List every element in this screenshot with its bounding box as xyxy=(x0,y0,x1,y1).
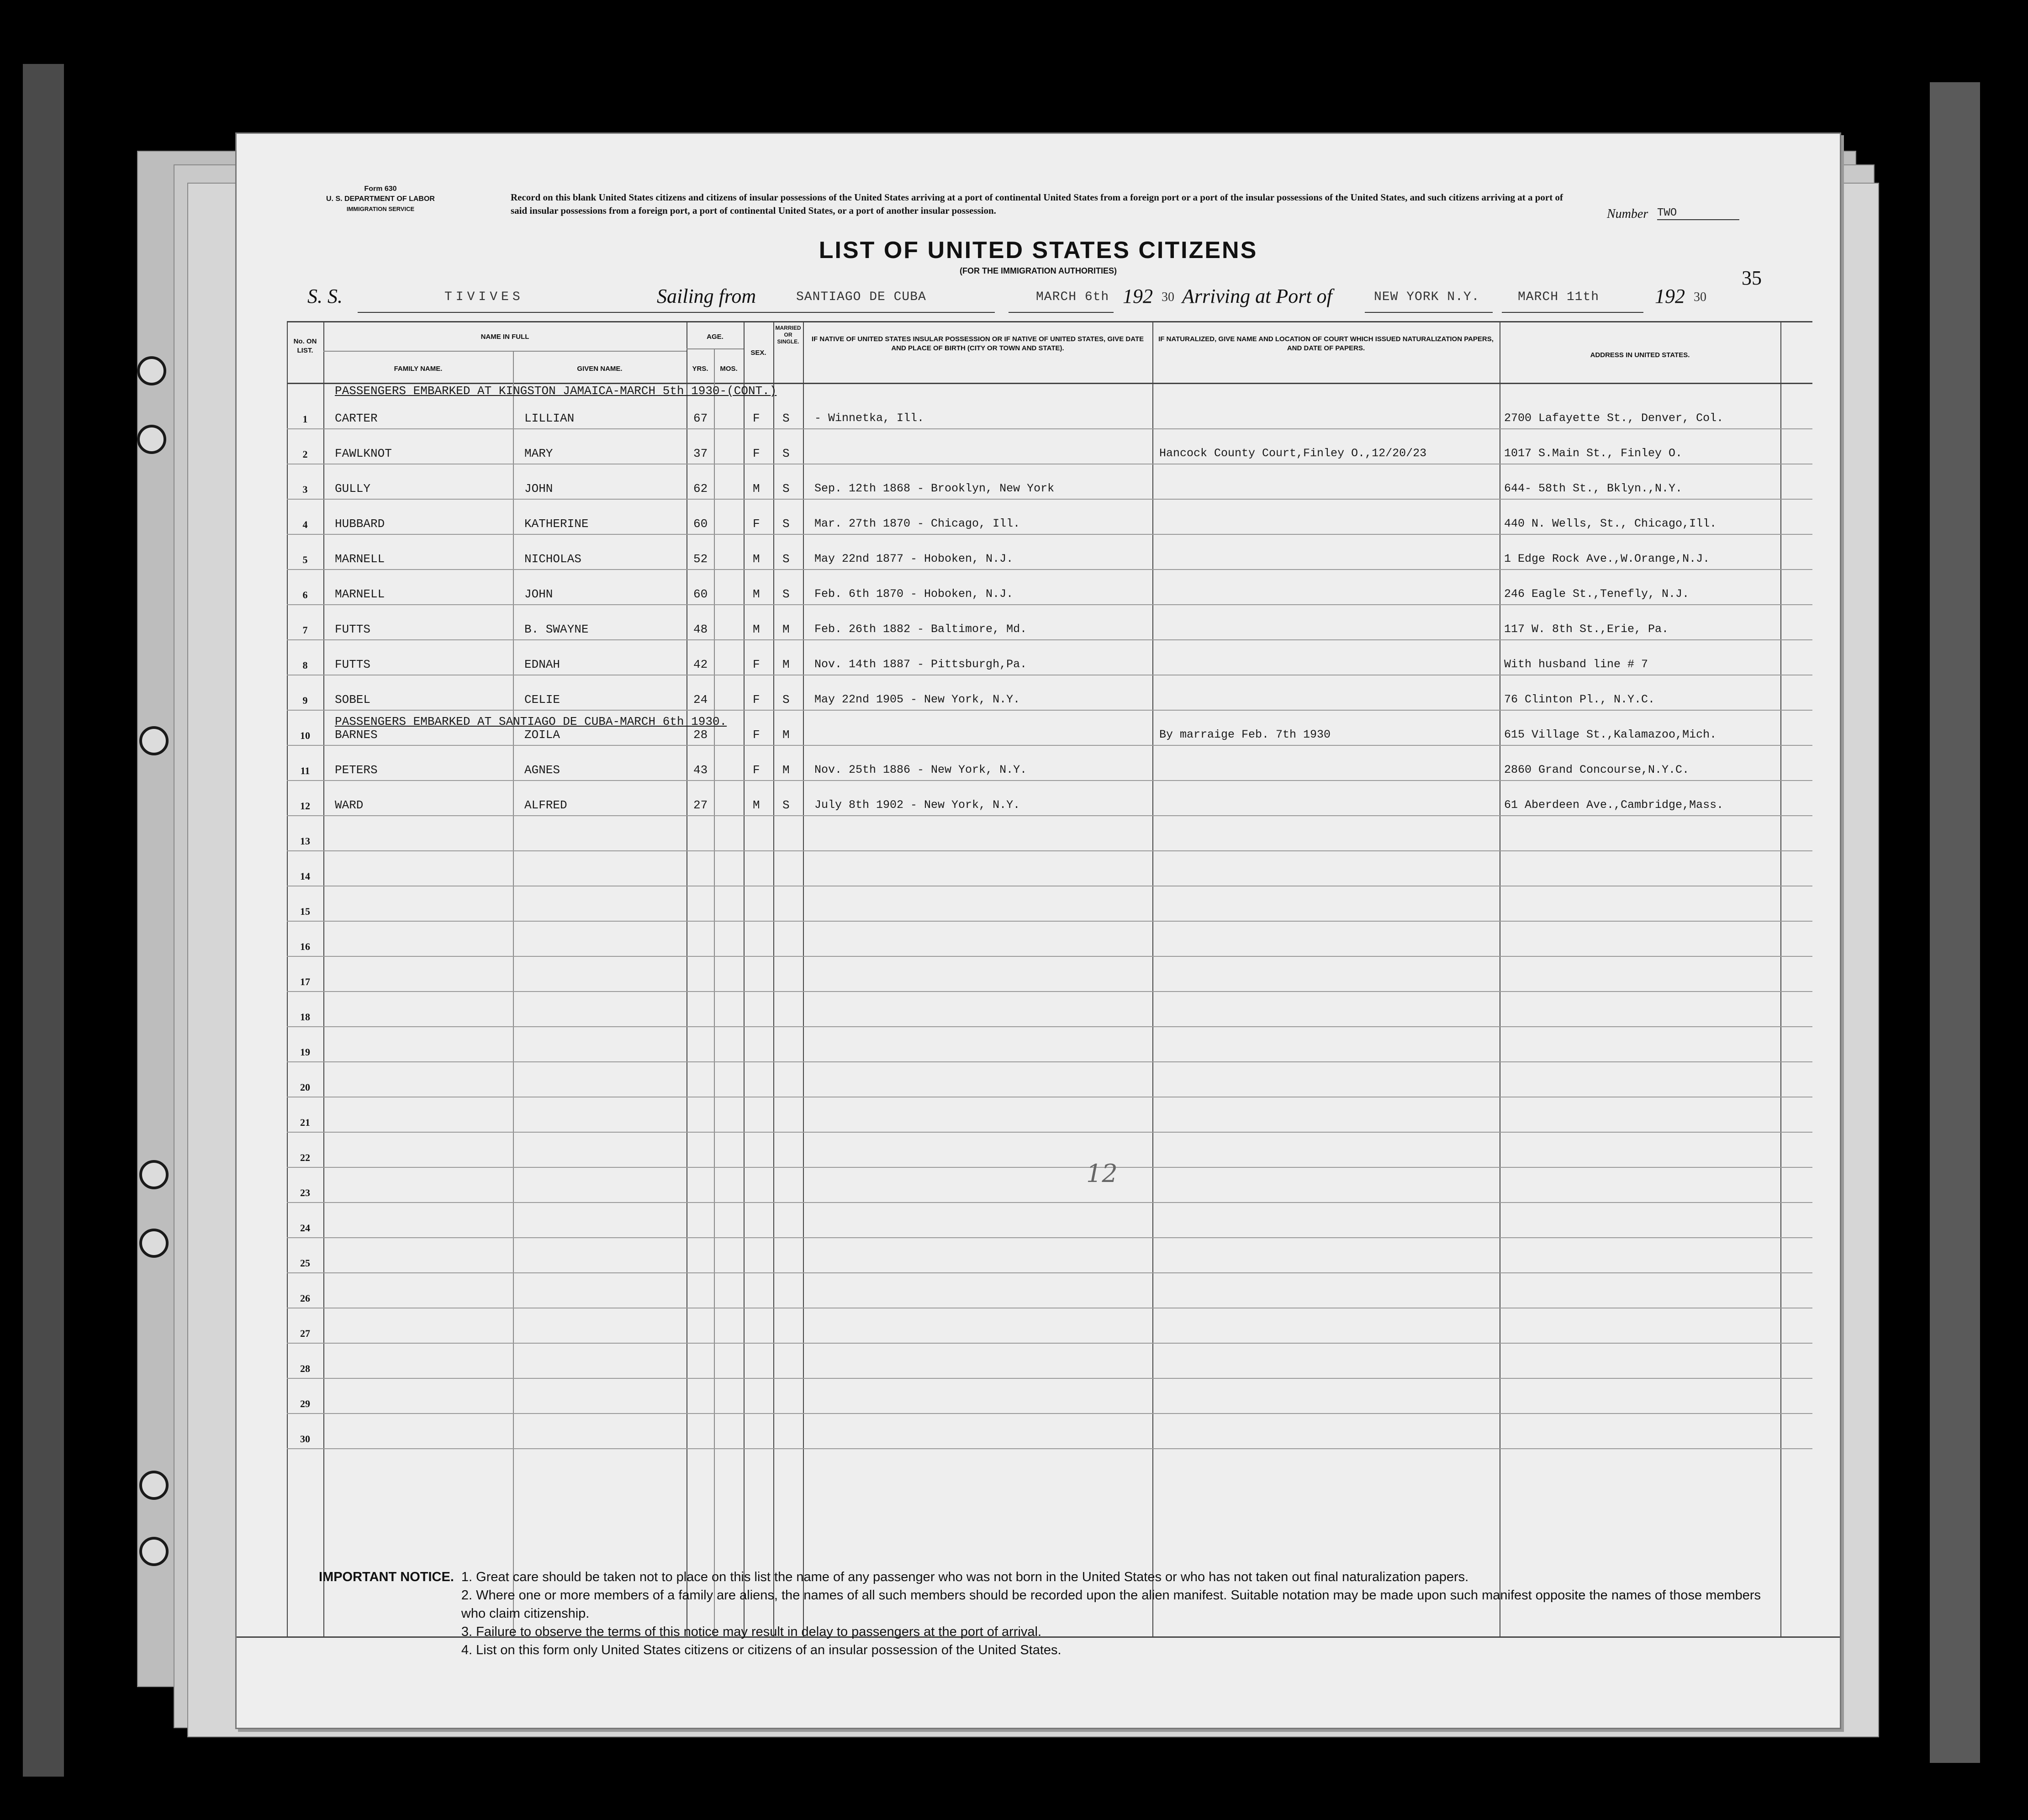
given-name: ALFRED xyxy=(524,798,567,812)
birth-info: - Winnetka, Ill. xyxy=(814,411,924,425)
row-rule xyxy=(287,1026,1812,1027)
birth-info: Sep. 12th 1868 - Brooklyn, New York xyxy=(814,482,1055,495)
marital-status: S xyxy=(782,411,790,425)
year-prefix-1: 192 xyxy=(1123,285,1153,307)
notice-label: IMPORTANT NOTICE. xyxy=(319,1570,454,1584)
row-number: 28 xyxy=(300,1363,310,1374)
binder-hole xyxy=(139,726,169,755)
row-number: 22 xyxy=(300,1152,310,1163)
row-rule xyxy=(287,1378,1812,1379)
given-name: KATHERINE xyxy=(524,517,589,531)
form-service: IMMIGRATION SERVICE xyxy=(346,206,415,212)
marital-status: S xyxy=(782,587,790,601)
row-number: 20 xyxy=(300,1081,310,1093)
age-years: 60 xyxy=(693,517,708,531)
family-name: FUTTS xyxy=(335,622,371,636)
marital-status: M xyxy=(782,763,790,777)
row-rule xyxy=(287,1413,1812,1414)
sailing-underline xyxy=(771,312,995,313)
age-years: 37 xyxy=(693,447,708,460)
marital-status: S xyxy=(782,798,790,812)
row-number: 2 xyxy=(302,448,308,460)
row-number: 13 xyxy=(300,835,310,847)
row-rule xyxy=(287,1202,1812,1203)
given-name: LILLIAN xyxy=(524,411,575,425)
row-number: 16 xyxy=(300,941,310,952)
family-name: MARNELL xyxy=(335,552,385,566)
table-top-border xyxy=(287,321,1812,322)
sex: F xyxy=(753,517,760,531)
row-rule xyxy=(287,639,1812,640)
row-rule xyxy=(287,921,1812,922)
arriving-port: NEW YORK N.Y. xyxy=(1374,290,1480,304)
col-age: AGE. xyxy=(707,333,724,341)
binder-hole xyxy=(137,356,166,385)
year-prefix-2: 192 xyxy=(1655,285,1685,307)
film-edge-left xyxy=(23,64,64,1777)
row-number: 1 xyxy=(302,413,308,425)
row-rule xyxy=(287,991,1812,992)
row-number: 18 xyxy=(300,1011,310,1023)
binder-hole xyxy=(137,425,166,454)
col-married-or-single: MARRIED OR SINGLE. xyxy=(775,325,801,345)
sex: F xyxy=(753,411,760,425)
column-divider xyxy=(773,321,774,1636)
row-number: 27 xyxy=(300,1328,310,1339)
record-instructions: Record on this blank United States citizens and citizens of insular possessions of the United States arriving at a port of continental United States from a foreign port or a port of the insular possessions of the United States, and such citizens arriving at a port of said insular possessions from a foreign port, a port of continental United States, or a port of another insular possession. xyxy=(511,192,1563,216)
col-place-of-birth: IF NATIVE OF UNITED STATES INSULAR POSSESSION OR IF NATIVE OF UNITED STATES, GIVE DATE AND PLACE OF BIRTH (CITY OR TOWN AND STATE). xyxy=(811,335,1144,352)
row-rule xyxy=(287,815,1812,816)
age-subheader-line xyxy=(687,348,744,349)
row-number: 4 xyxy=(302,519,308,530)
naturalization-info: Hancock County Court,Finley O.,12/20/23 xyxy=(1159,447,1427,460)
column-divider xyxy=(513,351,514,1636)
family-name: CARTER xyxy=(335,411,378,425)
age-years: 67 xyxy=(693,411,708,425)
given-name: AGNES xyxy=(524,763,560,777)
marital-status: S xyxy=(782,482,790,496)
marital-status: M xyxy=(782,728,790,742)
notice-item: 3. Failure to observe the terms of this notice may result in delay to passengers at the port of arrival. xyxy=(461,1625,1042,1639)
column-divider xyxy=(1152,321,1153,1636)
row-rule xyxy=(287,1167,1812,1168)
marital-status: M xyxy=(782,622,790,636)
sex: M xyxy=(753,587,760,601)
birth-info: Mar. 27th 1870 - Chicago, Ill. xyxy=(814,517,1020,530)
sex: M xyxy=(753,622,760,636)
row-number: 24 xyxy=(300,1222,310,1234)
binder-hole xyxy=(139,1160,169,1189)
address: 1 Edge Rock Ave.,W.Orange,N.J. xyxy=(1504,552,1710,565)
year-2: 30 xyxy=(1694,290,1706,304)
row-rule xyxy=(287,569,1812,570)
address: 440 N. Wells, St., Chicago,Ill. xyxy=(1504,517,1717,530)
address: 2860 Grand Concourse,N.Y.C. xyxy=(1504,763,1690,776)
birth-info: July 8th 1902 - New York, N.Y. xyxy=(814,798,1020,812)
document-subtitle: (FOR THE IMMIGRATION AUTHORITIES) xyxy=(960,266,1117,275)
birth-info: Feb. 6th 1870 - Hoboken, N.J. xyxy=(814,587,1014,601)
address: 117 W. 8th St.,Erie, Pa. xyxy=(1504,622,1669,636)
address: 1017 S.Main St., Finley O. xyxy=(1504,447,1683,460)
age-years: 28 xyxy=(693,728,708,742)
arriving-label: Arriving at Port of xyxy=(1182,285,1332,307)
row-rule xyxy=(287,850,1812,851)
column-divider xyxy=(287,321,288,1636)
binder-hole xyxy=(139,1471,169,1500)
ship-name: TIVIVES xyxy=(444,290,524,304)
given-name: JOHN xyxy=(524,482,553,496)
row-number: 11 xyxy=(300,765,310,776)
binder-hole xyxy=(139,1229,169,1258)
age-years: 42 xyxy=(693,658,708,671)
row-rule xyxy=(287,710,1812,711)
arrival-date-underline xyxy=(1502,312,1643,313)
birth-info: Feb. 26th 1882 - Baltimore, Md. xyxy=(814,622,1027,636)
row-rule xyxy=(287,1272,1812,1273)
row-rule xyxy=(287,1132,1812,1133)
sex: F xyxy=(753,658,760,671)
sex: M xyxy=(753,482,760,496)
section-kingston: PASSENGERS EMBARKED AT KINGSTON JAMAICA-MARCH 5th 1930-(CONT.) xyxy=(335,384,777,398)
row-rule xyxy=(287,1237,1812,1238)
marital-status: S xyxy=(782,693,790,707)
row-number: 23 xyxy=(300,1187,310,1198)
marital-status: M xyxy=(782,658,790,671)
row-number: 21 xyxy=(300,1117,310,1128)
row-number: 6 xyxy=(302,589,308,601)
family-name: WARD xyxy=(335,798,364,812)
column-divider xyxy=(744,321,745,1636)
row-number: 3 xyxy=(302,484,308,495)
family-name: PETERS xyxy=(335,763,378,777)
marital-status: S xyxy=(782,552,790,566)
row-rule xyxy=(287,1448,1812,1449)
age-years: 24 xyxy=(693,693,708,707)
marital-status: S xyxy=(782,517,790,531)
sex: F xyxy=(753,447,760,460)
col-yrs: YRS. xyxy=(692,365,708,373)
number-label: Number xyxy=(1607,207,1648,221)
address: 246 Eagle St.,Tenefly, N.J. xyxy=(1504,587,1690,601)
column-divider xyxy=(714,348,715,1636)
address: With husband line # 7 xyxy=(1504,658,1648,671)
row-number: 8 xyxy=(302,659,308,671)
birth-info: Nov. 25th 1886 - New York, N.Y. xyxy=(814,763,1027,776)
row-number: 19 xyxy=(300,1046,310,1058)
column-divider xyxy=(803,321,804,1636)
section-santiago: PASSENGERS EMBARKED AT SANTIAGO DE CUBA-MARCH 6th 1930. xyxy=(335,715,727,728)
col-sex: SEX. xyxy=(750,349,766,357)
address: 644- 58th St., Bklyn.,N.Y. xyxy=(1504,482,1683,495)
row-number: 9 xyxy=(302,695,308,706)
row-number: 29 xyxy=(300,1398,310,1409)
col-address: ADDRESS IN UNITED STATES. xyxy=(1590,351,1690,359)
form-number: Form 630 xyxy=(364,185,397,193)
address: 2700 Lafayette St., Denver, Col. xyxy=(1504,411,1724,425)
number-value: TWO xyxy=(1657,207,1739,220)
row-number: 7 xyxy=(302,624,308,636)
document-title: LIST OF UNITED STATES CITIZENS xyxy=(819,237,1258,264)
row-rule xyxy=(287,1061,1812,1062)
naturalization-info: By marraige Feb. 7th 1930 xyxy=(1159,728,1331,741)
family-name: MARNELL xyxy=(335,587,385,601)
given-name: CELIE xyxy=(524,693,560,707)
given-name: EDNAH xyxy=(524,658,560,671)
handwritten-total: 12 xyxy=(1086,1159,1118,1188)
sailing-date-underline xyxy=(1009,312,1114,313)
row-number: 30 xyxy=(300,1433,310,1445)
row-number: 17 xyxy=(300,976,310,987)
col-no-on-list: No. ON LIST. xyxy=(293,338,317,354)
birth-info: Nov. 14th 1887 - Pittsburgh,Pa. xyxy=(814,658,1027,671)
sailing-from: SANTIAGO DE CUBA xyxy=(796,290,926,304)
row-number: 12 xyxy=(300,800,310,812)
row-number: 25 xyxy=(300,1257,310,1269)
age-years: 27 xyxy=(693,798,708,812)
family-name: GULLY xyxy=(335,482,371,496)
age-years: 48 xyxy=(693,622,708,636)
given-name: NICHOLAS xyxy=(524,552,581,566)
row-rule xyxy=(287,956,1812,957)
col-name-in-full: NAME IN FULL xyxy=(481,333,529,341)
row-rule xyxy=(287,1343,1812,1344)
birth-info: May 22nd 1905 - New York, N.Y. xyxy=(814,693,1020,706)
row-rule xyxy=(287,745,1812,746)
family-name: HUBBARD xyxy=(335,517,385,531)
family-name: BARNES xyxy=(335,728,378,742)
age-years: 52 xyxy=(693,552,708,566)
given-name: JOHN xyxy=(524,587,553,601)
col-naturalization: IF NATURALIZED, GIVE NAME AND LOCATION OF COURT WHICH ISSUED NATURALIZATION PAPERS, AND DATE OF PAPERS. xyxy=(1158,335,1494,352)
arriving-date: MARCH 11th xyxy=(1518,290,1600,304)
family-name: SOBEL xyxy=(335,693,371,707)
sailing-date: MARCH 6th xyxy=(1036,290,1109,304)
notice-item: 4. List on this form only United States citizens or citizens of an insular possession of the United States. xyxy=(461,1643,1062,1657)
address: 615 Village St.,Kalamazoo,Mich. xyxy=(1504,728,1717,741)
row-number: 10 xyxy=(300,730,310,741)
ss-label: S. S. xyxy=(307,285,343,307)
sex: F xyxy=(753,763,760,777)
age-years: 62 xyxy=(693,482,708,496)
notice-item: 1. Great care should be taken not to place on this list the name of any passenger who was not born in the United States or who has not taken out final naturalization papers. xyxy=(461,1570,1469,1584)
row-rule xyxy=(287,780,1812,781)
given-name: B. SWAYNE xyxy=(524,622,589,636)
row-number: 26 xyxy=(300,1292,310,1304)
sailing-label: Sailing from xyxy=(657,285,756,307)
age-years: 43 xyxy=(693,763,708,777)
manifest-page xyxy=(235,132,1841,1729)
col-family-name: FAMILY NAME. xyxy=(394,365,443,373)
name-subheader-line xyxy=(323,351,687,352)
address: 76 Clinton Pl., N.Y.C. xyxy=(1504,693,1655,706)
row-rule xyxy=(287,604,1812,605)
sex: M xyxy=(753,798,760,812)
important-notice xyxy=(319,1568,1780,1659)
family-name: FUTTS xyxy=(335,658,371,671)
form-department: U. S. DEPARTMENT OF LABOR xyxy=(326,195,435,203)
row-rule xyxy=(287,428,1812,429)
page-number: 35 xyxy=(1742,267,1762,289)
film-edge-right xyxy=(1930,82,1980,1763)
birth-info: May 22nd 1877 - Hoboken, N.J. xyxy=(814,552,1014,565)
port-underline xyxy=(1365,312,1493,313)
row-number: 14 xyxy=(300,870,310,882)
given-name: ZOILA xyxy=(524,728,560,742)
column-divider xyxy=(1780,321,1781,1636)
row-rule xyxy=(287,534,1812,535)
column-divider xyxy=(323,321,324,1636)
address: 61 Aberdeen Ave.,Cambridge,Mass. xyxy=(1504,798,1724,812)
family-name: FAWLKNOT xyxy=(335,447,392,460)
age-years: 60 xyxy=(693,587,708,601)
notice-item: 2. Where one or more members of a family are aliens, the names of all such members should be recorded upon the alien manifest. Suitable notation may be made upon such manifest opposite the names of those members who claim citizenship. xyxy=(461,1588,1761,1621)
col-mos: MOS. xyxy=(720,365,738,373)
marital-status: S xyxy=(782,447,790,460)
row-number: 15 xyxy=(300,906,310,917)
binder-hole xyxy=(139,1537,169,1566)
sex: F xyxy=(753,693,760,707)
year-1: 30 xyxy=(1162,290,1174,304)
sex: F xyxy=(753,728,760,742)
row-number: 5 xyxy=(302,554,308,565)
given-name: MARY xyxy=(524,447,553,460)
row-rule xyxy=(287,499,1812,500)
col-given-name: GIVEN NAME. xyxy=(577,365,623,373)
form-header xyxy=(298,184,463,214)
sex: M xyxy=(753,552,760,566)
